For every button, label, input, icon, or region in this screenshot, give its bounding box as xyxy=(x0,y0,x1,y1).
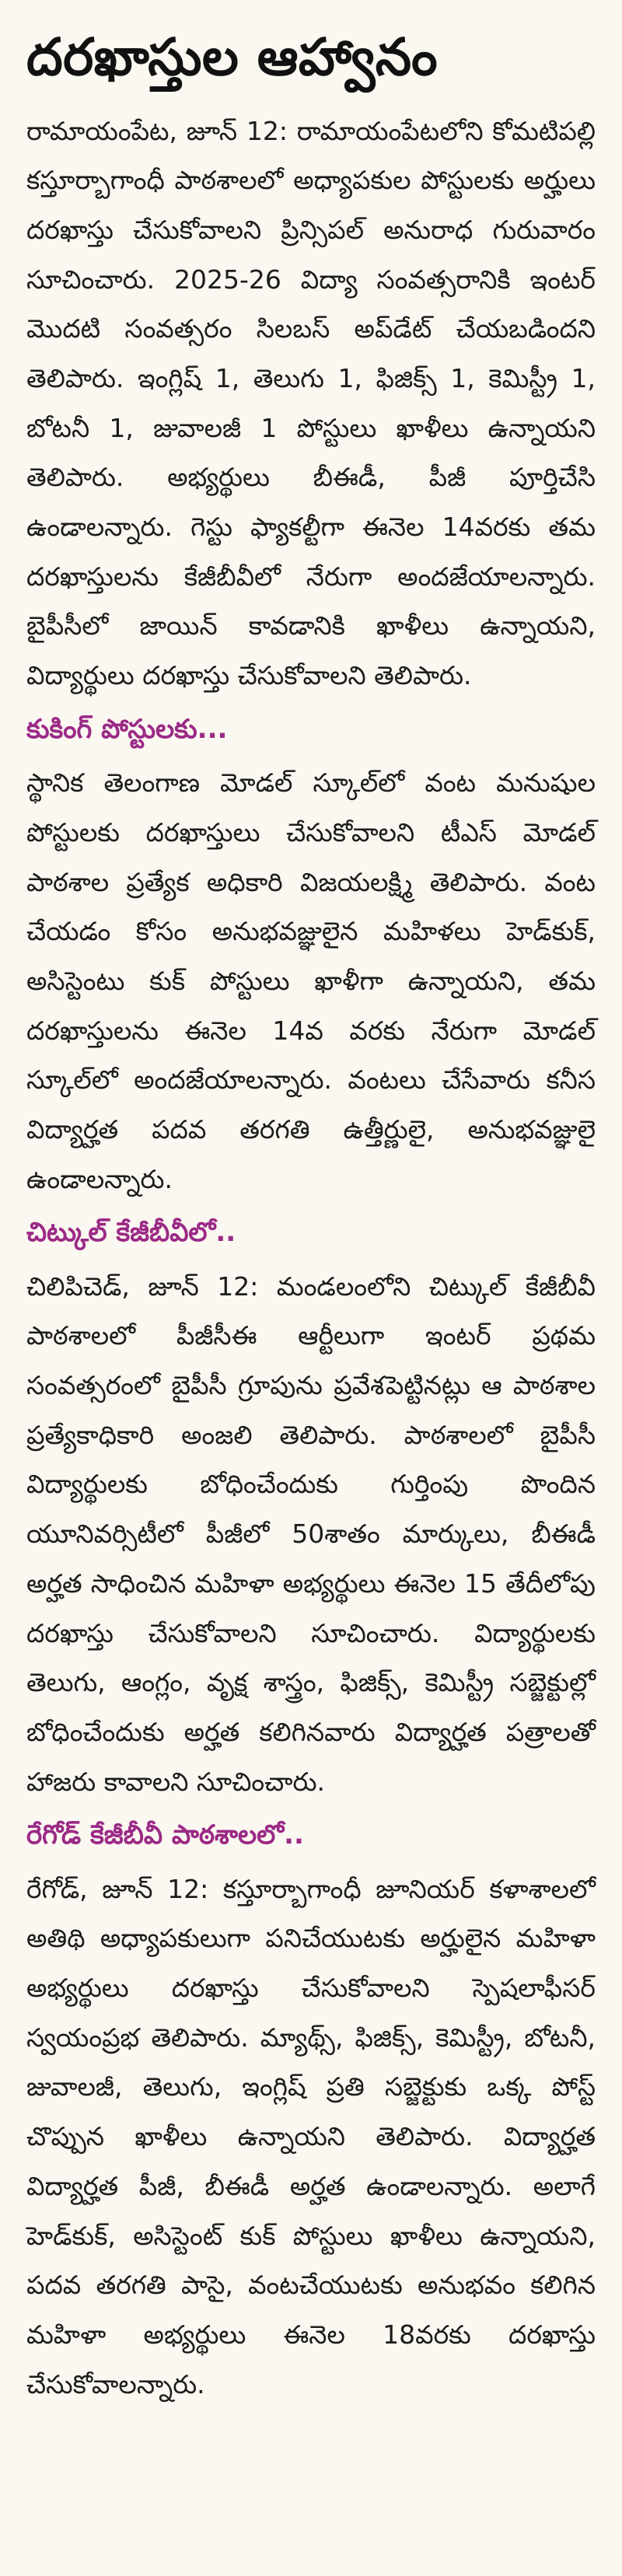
article-paragraph: చిలిపిచెడ్, జూన్ 12: మండలంలోని చిట్కుల్ కేజీబీవీ పాఠశాలలో పీజీసీఈ ఆర్టీలుగా ఇంటర్ ప్రథమ సంవత్సరంలో బైపీసీ గ్రూపును ప్రవేశపెట్టినట్లు ఆ పాఠశాల ప్రత్యేకాధికారి అంజలి తెలిపారు. పాఠశాలలో బైపీసీ విద్యార్థులకు బోధించేందుకు గుర్తింపు పొందిన యూనివర్సిటీలో పీజీలో 50శాతం మార్కులు, బీఈడీ అర్హత సాధించిన మహిళా అభ్యర్థులు ఈనెల 15 తేదీలోపు దరఖాస్తు చేసుకోవాలని సూచించారు. విద్యార్థులకు తెలుగు, ఆంగ్లం, వృక్ష శాస్త్రం, ఫిజిక్స్, కెమిస్ట్రీ సబ్జెక్టుల్లో బోధించేందుకు అర్హత కలిగినవారు విద్యార్హత పత్రాలతో హాజరు కావాలని సూచించారు. xyxy=(26,1271,596,1797)
page-edge-fade xyxy=(0,2545,622,2576)
section-subheading: చిట్కుల్ కేజీబీవీలో.. xyxy=(26,1217,236,1249)
article-paragraph: రామాయంపేట, జూన్ 12: రామాయంపేటలోని కోమటిపల్లి కస్తూర్బాగాంధీ పాఠశాలలో అధ్యాపకుల పోస్టులకు అర్హులు దరఖాస్తు చేసుకోవాలని ప్రిన్సిపల్ అనురాధ గురువారం సూచించారు. 2025-26 విద్యా సంవత్సరానికి ఇంటర్ మొదటి సంవత్సరం సిలబస్ అప్‌డేట్ చేయబడిందని తెలిపారు. ఇంగ్లిష్ 1, తెలుగు 1, ఫిజిక్స్ 1, కెమిస్ట్రీ 1, బోటనీ 1, జువాలజీ 1 పోస్టులు ఖాళీలు ఉన్నాయని తెలిపారు. అభ్యర్థులు బీఈడీ, పీజీ పూర్తిచేసి ఉండాలన్నారు. గెస్టు ఫ్యాకల్టీగా ఈనెల 14వరకు తమ దరఖాస్తులను కేజీబీవీలో నేరుగా అందజేయాలన్నారు. బైపీసీలో జాయిన్ కావడానికి ఖాళీలు ఉన్నాయని, విద్యార్థులు దరఖాస్తు చేసుకోవాలని తెలిపారు. xyxy=(26,115,596,691)
article-headline: దరఖాస్తుల ఆహ్వానం xyxy=(26,27,439,87)
section-subheading: కుకింగ్ పోస్టులకు... xyxy=(26,713,228,745)
section-subheading: రేగోడ్ కేజీబీవీ పాఠశాలలో.. xyxy=(26,1819,304,1851)
article-paragraph: స్థానిక తెలంగాణ మోడల్ స్కూల్‌లో వంట మనుషుల పోస్టులకు దరఖాస్తులు చేసుకోవాలని టీఎస్ మోడల్ పాఠశాల ప్రత్యేక అధికారి విజయలక్ష్మి తెలిపారు. వంట చేయడం కోసం అనుభవజ్ఞులైన మహిళలు హెడ్‌కుక్, అసిస్టెంటు కుక్ పోస్టులు ఖాళీగా ఉన్నాయని, తమ దరఖాస్తులను ఈనెల 14వ వరకు నేరుగా మోడల్ స్కూల్‌లో అందజేయాలన్నారు. వంటలు చేసేవారు కనీస విద్యార్హత పదవ తరగతి ఉత్తీర్ణులై, అనుభవజ్ఞులై ఉండాలన్నారు. xyxy=(26,767,596,1194)
article-paragraph: రేగోడ్, జూన్ 12: కస్తూర్బాగాంధీ జూనియర్ కళాశాలలో అతిథి అధ్యాపకులుగా పనిచేయుటకు అర్హులైన మహిళా అభ్యర్థులు దరఖాస్తు చేసుకోవాలని స్పెషలాఫీసర్ స్వయంప్రభ తెలిపారు. మ్యాథ్స్, ఫిజిక్స్, కెమిస్ట్రీ, బోటనీ, జువాలజీ, తెలుగు, ఇంగ్లిష్ ప్రతి సబ్జెక్టుకు ఒక్క పోస్ట్ చొప్పున ఖాళీలు ఉన్నాయని తెలిపారు. విద్యార్హత విద్యార్హత పీజీ, బీఈడీ అర్హత ఉండాలన్నారు. అలాగే హెడ్‌కుక్, అసిస్టెంట్ కుక్ పోస్టులు ఖాళీలు ఉన్నాయని, పదవ తరగతి పాసై, వంటచేయుటకు అనుభవం కలిగిన మహిళా అభ్యర్థులు ఈనెల 18వరకు దరఖాస్తు చేసుకోవాలన్నారు. xyxy=(26,1873,596,2399)
